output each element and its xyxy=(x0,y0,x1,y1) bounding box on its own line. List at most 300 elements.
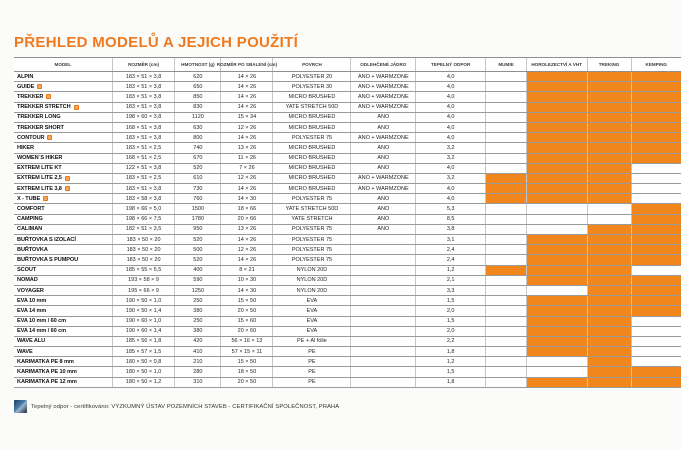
sbaleni-cell: 14 × 26 xyxy=(221,82,273,91)
rozmer-cell: 183 × 51 × 2,5 xyxy=(113,174,176,183)
mumie-mark-cell xyxy=(486,174,527,183)
sbaleni-cell: 13 × 26 xyxy=(221,225,273,234)
treking-mark-cell xyxy=(588,143,632,152)
table-row xyxy=(14,174,681,184)
odpor-cell: 1,5 xyxy=(416,296,486,305)
sbaleni-cell: 14 × 26 xyxy=(221,184,273,193)
hmotnost-cell: 210 xyxy=(175,357,221,366)
col-header-kemping: KEMPING xyxy=(645,62,667,67)
hmotnost-cell: 730 xyxy=(175,184,221,193)
treking-mark-cell xyxy=(588,357,632,366)
rozmer-cell: 183 × 50 × 20 xyxy=(113,245,176,254)
treking-mark-cell xyxy=(588,286,632,295)
hmotnost-cell: 250 xyxy=(175,296,221,305)
jadro-cell: ANO xyxy=(351,113,416,122)
table-row xyxy=(14,204,681,214)
mumie-mark-cell xyxy=(486,113,527,122)
hmotnost-cell: 500 xyxy=(175,245,221,254)
mumie-mark-cell xyxy=(486,72,527,81)
model-name: VOYAGER xyxy=(17,287,44,294)
sbaleni-cell: 56 × 16 × 13 xyxy=(221,337,273,346)
hmotnost-cell: 740 xyxy=(175,143,221,152)
odpor-cell: 4,0 xyxy=(416,164,486,173)
kemping-mark-cell xyxy=(632,276,681,285)
hmotnost-cell: 380 xyxy=(175,306,221,315)
jadro-cell xyxy=(351,357,416,366)
hmotnost-cell: 1120 xyxy=(175,113,221,122)
odpor-cell: 2,0 xyxy=(416,327,486,336)
treking-mark-cell xyxy=(588,103,632,112)
hmotnost-cell: 520 xyxy=(175,164,221,173)
povrch-cell: EVA xyxy=(273,327,351,336)
model-cell xyxy=(14,327,113,336)
mumie-mark-cell xyxy=(486,276,527,285)
model-name: WAVE xyxy=(17,348,33,355)
mumie-mark-cell xyxy=(486,347,527,356)
sbaleni-cell: 18 × 66 xyxy=(221,204,273,213)
table-row xyxy=(14,255,681,265)
hmotnost-cell: 590 xyxy=(175,276,221,285)
horolezectvi-mark-cell xyxy=(527,225,588,234)
model-cell xyxy=(14,255,113,264)
rozmer-cell: 185 × 57 × 1,5 xyxy=(113,347,176,356)
odpor-cell: 8,5 xyxy=(416,215,486,224)
mumie-mark-cell xyxy=(486,103,527,112)
model-name: TREKKER SHORT xyxy=(17,124,64,131)
odpor-cell: 1,5 xyxy=(416,317,486,326)
rozmer-cell: 183 × 51 × 3,8 xyxy=(113,92,176,101)
hmotnost-cell: 520 xyxy=(175,255,221,264)
kemping-mark-cell xyxy=(632,194,681,203)
treking-mark-cell xyxy=(588,194,632,203)
model-cell xyxy=(14,215,113,224)
table-row xyxy=(14,143,681,153)
kemping-mark-cell xyxy=(632,225,681,234)
povrch-cell: MICRO BRUSHED xyxy=(273,184,351,193)
model-cell xyxy=(14,286,113,295)
mumie-mark-cell xyxy=(486,357,527,366)
mumie-mark-cell xyxy=(486,306,527,315)
odpor-cell: 4,0 xyxy=(416,113,486,122)
mumie-mark-cell xyxy=(486,235,527,244)
rozmer-cell: 185 × 56 × 1,8 xyxy=(113,337,176,346)
model-cell xyxy=(14,154,113,163)
jadro-cell: ANO + WARMZONE xyxy=(351,184,416,193)
hmotnost-cell: 630 xyxy=(175,123,221,132)
sbaleni-cell: 14 × 30 xyxy=(221,194,273,203)
model-name: EXTREM LITE KT xyxy=(17,165,62,172)
treking-mark-cell xyxy=(588,245,632,254)
col-header-model: MODEL xyxy=(14,58,113,71)
hmotnost-cell: 610 xyxy=(175,174,221,183)
sbaleni-cell: 57 × 15 × 11 xyxy=(221,347,273,356)
rozmer-cell: 183 × 58 × 3,8 xyxy=(113,194,176,203)
povrch-cell: POLYESTER 30 xyxy=(273,82,351,91)
sbaleni-cell: 7 × 26 xyxy=(221,164,273,173)
horolezectvi-mark-cell xyxy=(527,72,588,81)
povrch-cell: PE xyxy=(273,347,351,356)
certification-logo-icon xyxy=(14,400,27,413)
treking-mark-cell xyxy=(588,72,632,81)
mumie-mark-cell xyxy=(486,266,527,275)
hmotnost-cell: 1780 xyxy=(175,215,221,224)
horolezectvi-mark-cell xyxy=(527,378,588,387)
jadro-cell: ANO + WARMZONE xyxy=(351,174,416,183)
model-name: CAMPING xyxy=(17,216,43,223)
odpor-cell: 2,0 xyxy=(416,306,486,315)
col-header-mumie: MUMIE xyxy=(486,58,527,71)
rozmer-cell: 183 × 51 × 3,8 xyxy=(113,103,176,112)
model-name: CONTOUR xyxy=(17,134,45,141)
jadro-cell xyxy=(351,245,416,254)
jadro-cell: ANO + WARMZONE xyxy=(351,103,416,112)
hmotnost-cell: 420 xyxy=(175,337,221,346)
hmotnost-cell: 800 xyxy=(175,133,221,142)
table-row xyxy=(14,327,681,337)
treking-mark-cell xyxy=(588,154,632,163)
horolezectvi-mark-cell xyxy=(527,194,588,203)
odpor-cell: 3,2 xyxy=(416,143,486,152)
table-row xyxy=(14,357,681,367)
table-row xyxy=(14,215,681,225)
jadro-cell: ANO + WARMZONE xyxy=(351,133,416,142)
model-name: EVA 14 mm / 60 cm xyxy=(17,328,66,335)
horolezectvi-mark-cell xyxy=(527,266,588,275)
treking-mark-cell xyxy=(588,276,632,285)
treking-mark-cell xyxy=(588,164,632,173)
rozmer-cell: 183 × 51 × 3,8 xyxy=(113,82,176,91)
mumie-mark-cell xyxy=(486,184,527,193)
col-header-hmotnost: HMOTNOST (g) xyxy=(175,58,221,71)
sbaleni-cell: 14 × 26 xyxy=(221,103,273,112)
kemping-mark-cell xyxy=(632,286,681,295)
jadro-cell: ANO + WARMZONE xyxy=(351,92,416,101)
jadro-cell: ANO xyxy=(351,154,416,163)
table-row xyxy=(14,113,681,123)
rozmer-cell: 193 × 58 × 9 xyxy=(113,276,176,285)
horolezectvi-mark-cell xyxy=(527,357,588,366)
table-row xyxy=(14,367,681,377)
treking-mark-cell xyxy=(588,204,632,213)
povrch-cell: NYLON 20D xyxy=(273,286,351,295)
model-cell xyxy=(14,194,113,203)
odpor-cell: 2,4 xyxy=(416,255,486,264)
model-name: TREKKER xyxy=(17,93,44,100)
table-row xyxy=(14,103,681,113)
hmotnost-cell: 1500 xyxy=(175,204,221,213)
sbaleni-cell: 20 × 66 xyxy=(221,215,273,224)
model-name: TREKKER LONG xyxy=(17,114,61,121)
mumie-mark-cell xyxy=(486,204,527,213)
povrch-cell: POLYESTER 75 xyxy=(273,245,351,254)
jadro-cell xyxy=(351,378,416,387)
horolezectvi-mark-cell xyxy=(527,164,588,173)
rozmer-cell: 190 × 60 × 1,4 xyxy=(113,327,176,336)
odpor-cell: 4,0 xyxy=(416,194,486,203)
kemping-mark-cell xyxy=(632,337,681,346)
col-header-povrch: POVRCH xyxy=(273,58,351,71)
sbaleni-cell: 14 × 30 xyxy=(221,286,273,295)
rozmer-cell: 183 × 51 × 3,8 xyxy=(113,72,176,81)
treking-mark-cell xyxy=(588,317,632,326)
mumie-mark-cell xyxy=(486,143,527,152)
treking-mark-cell xyxy=(588,255,632,264)
models-table xyxy=(14,57,681,388)
povrch-cell: POLYESTER 75 xyxy=(273,255,351,264)
mumie-mark-cell xyxy=(486,225,527,234)
horolezectvi-mark-cell xyxy=(527,133,588,142)
model-name: KARIMATKA PE 10 mm xyxy=(17,369,77,376)
model-name: EVA 10 mm xyxy=(17,297,47,304)
mumie-mark-cell xyxy=(486,367,527,376)
odpor-cell: 3,1 xyxy=(416,235,486,244)
kemping-mark-cell xyxy=(632,347,681,356)
kemping-mark-cell xyxy=(632,143,681,152)
jadro-cell xyxy=(351,347,416,356)
treking-mark-cell xyxy=(588,82,632,91)
table-row xyxy=(14,72,681,82)
model-cell xyxy=(14,367,113,376)
horolezectvi-mark-cell xyxy=(527,184,588,193)
rozmer-cell: 180 × 50 × 0,8 xyxy=(113,357,176,366)
povrch-cell: MICRO BRUSHED xyxy=(273,143,351,152)
povrch-cell: PE xyxy=(273,367,351,376)
model-cell xyxy=(14,103,113,112)
table-row xyxy=(14,296,681,306)
jadro-cell: ANO xyxy=(351,204,416,213)
model-name: HIKER xyxy=(17,144,34,151)
new-badge-icon xyxy=(47,135,52,140)
mumie-mark-cell xyxy=(486,154,527,163)
odpor-cell: 3,2 xyxy=(416,174,486,183)
povrch-cell: EVA xyxy=(273,317,351,326)
hmotnost-cell: 280 xyxy=(175,367,221,376)
povrch-cell: PE xyxy=(273,378,351,387)
table-row xyxy=(14,82,681,92)
table-row xyxy=(14,225,681,235)
treking-mark-cell xyxy=(588,215,632,224)
jadro-cell xyxy=(351,367,416,376)
model-name: CALIMAN xyxy=(17,226,43,233)
povrch-cell: POLYESTER 75 xyxy=(273,225,351,234)
model-name: EXTREM LITE 2,5 xyxy=(17,175,62,182)
horolezectvi-mark-cell xyxy=(527,337,588,346)
povrch-cell: NYLON 20D xyxy=(273,266,351,275)
kemping-mark-cell xyxy=(632,92,681,101)
horolezectvi-mark-cell xyxy=(527,113,588,122)
jadro-cell xyxy=(351,317,416,326)
odpor-cell: 4,0 xyxy=(416,82,486,91)
povrch-cell: PE + Al fólie xyxy=(273,337,351,346)
sbaleni-cell: 15 × 50 xyxy=(221,357,273,366)
model-cell xyxy=(14,164,113,173)
table-row xyxy=(14,286,681,296)
povrch-cell: YATE STRETCH 50D xyxy=(273,103,351,112)
odpor-cell: 2,2 xyxy=(416,337,486,346)
model-cell xyxy=(14,174,113,183)
sbaleni-cell: 18 × 50 xyxy=(221,367,273,376)
horolezectvi-mark-cell xyxy=(527,154,588,163)
odpor-cell: 4,0 xyxy=(416,92,486,101)
table-row xyxy=(14,123,681,133)
horolezectvi-mark-cell xyxy=(527,235,588,244)
kemping-mark-cell xyxy=(632,266,681,275)
jadro-cell: ANO xyxy=(351,225,416,234)
jadro-cell: ANO xyxy=(351,143,416,152)
hmotnost-cell: 830 xyxy=(175,103,221,112)
new-badge-icon xyxy=(74,105,79,110)
model-cell xyxy=(14,92,113,101)
rozmer-cell: 182 × 51 × 3,5 xyxy=(113,225,176,234)
sbaleni-cell: 15 × 60 xyxy=(221,317,273,326)
treking-mark-cell xyxy=(588,92,632,101)
table-row xyxy=(14,245,681,255)
model-cell xyxy=(14,82,113,91)
sbaleni-cell: 14 × 26 xyxy=(221,92,273,101)
jadro-cell: ANO xyxy=(351,215,416,224)
jadro-cell: ANO xyxy=(351,194,416,203)
kemping-mark-cell xyxy=(632,317,681,326)
odpor-cell: 3,2 xyxy=(416,154,486,163)
odpor-cell: 1,5 xyxy=(416,367,486,376)
mumie-mark-cell xyxy=(486,123,527,132)
povrch-cell: POLYESTER 75 xyxy=(273,235,351,244)
hmotnost-cell: 760 xyxy=(175,194,221,203)
hmotnost-cell: 250 xyxy=(175,317,221,326)
rozmer-cell: 198 × 66 × 7,5 xyxy=(113,215,176,224)
jadro-cell xyxy=(351,235,416,244)
table-row xyxy=(14,266,681,276)
kemping-mark-cell xyxy=(632,82,681,91)
model-cell xyxy=(14,184,113,193)
hmotnost-cell: 620 xyxy=(175,72,221,81)
table-header-row xyxy=(14,58,681,72)
kemping-mark-cell xyxy=(632,215,681,224)
povrch-cell: PE xyxy=(273,357,351,366)
jadro-cell xyxy=(351,296,416,305)
treking-mark-cell xyxy=(588,266,632,275)
povrch-cell: MICRO BRUSHED xyxy=(273,154,351,163)
horolezectvi-mark-cell xyxy=(527,143,588,152)
horolezectvi-mark-cell xyxy=(527,327,588,336)
horolezectvi-mark-cell xyxy=(527,204,588,213)
model-cell xyxy=(14,337,113,346)
odpor-cell: 4,0 xyxy=(416,123,486,132)
kemping-mark-cell xyxy=(632,113,681,122)
treking-mark-cell xyxy=(588,174,632,183)
table-row xyxy=(14,378,681,388)
model-name: KARIMATKA PE 12 mm xyxy=(17,379,77,386)
treking-mark-cell xyxy=(588,296,632,305)
kemping-mark-cell xyxy=(632,245,681,254)
odpor-cell: 1,8 xyxy=(416,378,486,387)
horolezectvi-mark-cell xyxy=(527,92,588,101)
hmotnost-cell: 950 xyxy=(175,225,221,234)
rozmer-cell: 180 × 50 × 1,0 xyxy=(113,367,176,376)
kemping-mark-cell xyxy=(632,72,681,81)
kemping-mark-cell xyxy=(632,327,681,336)
treking-mark-cell xyxy=(588,327,632,336)
jadro-cell xyxy=(351,306,416,315)
col-header-rozmer: ROZMĚR (cm) xyxy=(113,58,176,71)
povrch-cell: YATE STRETCH 50D xyxy=(273,204,351,213)
rozmer-cell: 198 × 60 × 3,8 xyxy=(113,113,176,122)
col-header-treking: TREKING xyxy=(588,58,632,71)
table-row xyxy=(14,276,681,286)
horolezectvi-mark-cell xyxy=(527,306,588,315)
sbaleni-cell: 8 × 21 xyxy=(221,266,273,275)
model-name: BUŘTOVKA xyxy=(17,246,48,253)
odpor-cell: 4,0 xyxy=(416,133,486,142)
model-cell xyxy=(14,133,113,142)
rozmer-cell: 185 × 55 × 5,5 xyxy=(113,266,176,275)
new-badge-icon xyxy=(43,196,48,201)
sbaleni-cell: 13 × 26 xyxy=(221,143,273,152)
jadro-cell xyxy=(351,286,416,295)
sbaleni-cell: 12 × 26 xyxy=(221,174,273,183)
model-cell xyxy=(14,317,113,326)
sbaleni-cell: 12 × 26 xyxy=(221,245,273,254)
mumie-mark-cell xyxy=(486,317,527,326)
mumie-mark-cell xyxy=(486,337,527,346)
horolezectvi-mark-cell xyxy=(527,317,588,326)
mumie-mark-cell xyxy=(486,194,527,203)
horolezectvi-mark-cell xyxy=(527,347,588,356)
model-cell xyxy=(14,347,113,356)
hmotnost-cell: 380 xyxy=(175,327,221,336)
model-name: EXTREM LITE 3,8 xyxy=(17,185,62,192)
kemping-mark-cell xyxy=(632,123,681,132)
model-cell xyxy=(14,378,113,387)
jadro-cell: ANO xyxy=(351,164,416,173)
hmotnost-cell: 400 xyxy=(175,266,221,275)
model-name: EVA 14 mm xyxy=(17,307,47,314)
footer-note xyxy=(14,400,339,413)
treking-mark-cell xyxy=(588,225,632,234)
rozmer-cell: 122 × 51 × 3,8 xyxy=(113,164,176,173)
kemping-mark-cell xyxy=(632,204,681,213)
kemping-mark-cell xyxy=(632,164,681,173)
povrch-cell: NYLON 20D xyxy=(273,276,351,285)
rozmer-cell: 168 × 51 × 3,8 xyxy=(113,123,176,132)
jadro-cell xyxy=(351,327,416,336)
model-cell xyxy=(14,276,113,285)
odpor-cell: 1,8 xyxy=(416,347,486,356)
new-badge-icon xyxy=(65,176,70,181)
mumie-mark-cell xyxy=(486,327,527,336)
horolezectvi-mark-cell xyxy=(527,296,588,305)
odpor-cell: 1,2 xyxy=(416,357,486,366)
model-cell xyxy=(14,225,113,234)
jadro-cell: ANO xyxy=(351,123,416,132)
treking-mark-cell xyxy=(588,337,632,346)
jadro-cell: ANO + WARMZONE xyxy=(351,82,416,91)
model-name: TREKKER STRETCH xyxy=(17,104,71,111)
odpor-cell: 3,8 xyxy=(416,225,486,234)
treking-mark-cell xyxy=(588,378,632,387)
model-name: GUIDE xyxy=(17,83,35,90)
model-cell xyxy=(14,357,113,366)
model-cell xyxy=(14,143,113,152)
povrch-cell: EVA xyxy=(273,296,351,305)
mumie-mark-cell xyxy=(486,378,527,387)
rozmer-cell: 198 × 66 × 5,0 xyxy=(113,204,176,213)
sbaleni-cell: 14 × 26 xyxy=(221,133,273,142)
povrch-cell: MICRO BRUSHED xyxy=(273,123,351,132)
jadro-cell: ANO + WARMZONE xyxy=(351,72,416,81)
jadro-cell xyxy=(351,266,416,275)
sbaleni-cell: 12 × 26 xyxy=(221,123,273,132)
